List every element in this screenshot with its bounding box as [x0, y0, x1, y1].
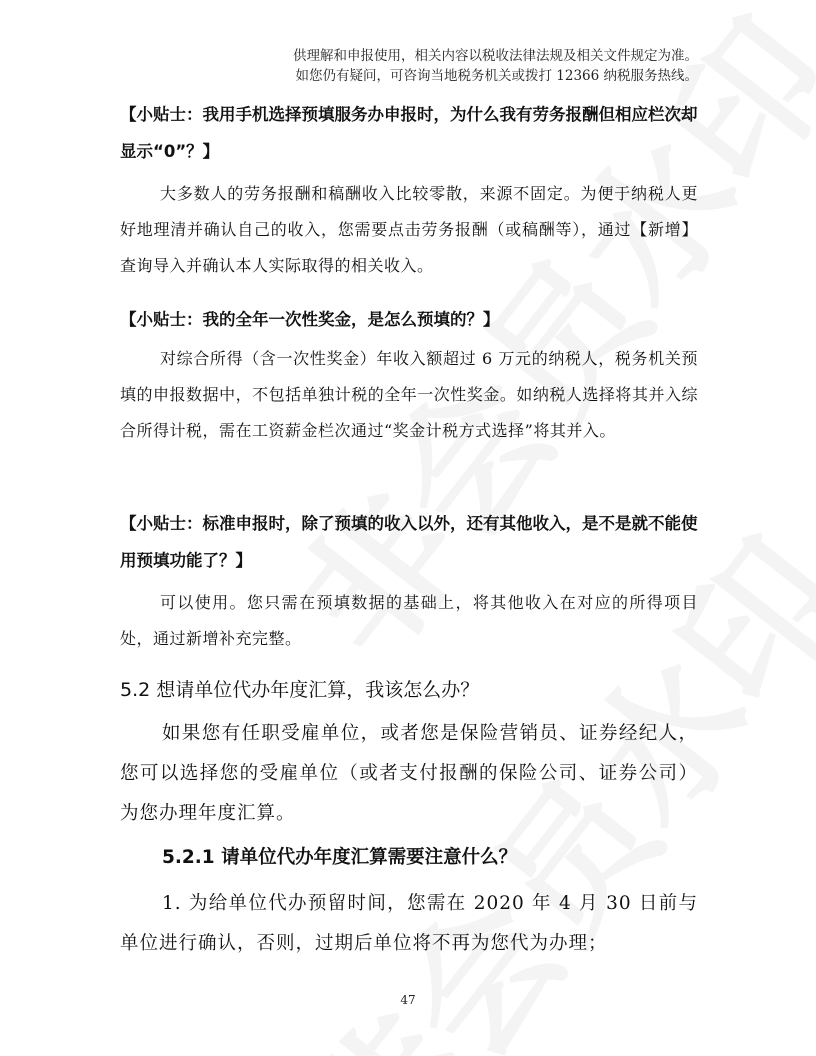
subsection-body: 1. 为给单位代办预留时间，您需在 2020 年 4 月 30 日前与单位进行确认，否则，过期后单位将不再为您代为办理； [120, 893, 698, 954]
section-title: 5.2 想请单位代办年度汇算，我该怎么办？ [120, 679, 480, 701]
section-body: 如果您有任职受雇单位，或者您是保险营销员、证券经纪人，您可以选择您的受雇单位（或者支付报酬的保险公司、证券公司）为您办理年度汇算。 [120, 723, 698, 824]
page-number: 47 [400, 993, 416, 1007]
tip-1-title: 【小贴士：我用手机选择预填服务办申报时，为什么我有劳务报酬但相应栏次却显示“0”？】 [120, 105, 698, 161]
header-line-2: 如您仍有疑问，可咨询当地税务机关或拨打 12366 纳税服务热线。 [295, 68, 698, 84]
subsection-title: 5.2.1 请单位代办年度汇算需要注意什么？ [162, 847, 518, 868]
tip-3-title: 【小贴士：标准申报时，除了预填的收入以外，还有其他收入，是不是就不能使用预填功能了？】 [120, 514, 698, 570]
tip-2-title: 【小贴士：我的全年一次性奖金，是怎么预填的？】 [120, 310, 500, 329]
header-line-1: 供理解和申报使用，相关内容以税收法律法规及相关文件规定为准。 [293, 48, 698, 64]
page-header [293, 46, 698, 86]
tip-2-body: 对综合所得（含一次性奖金）年收入额超过 6 万元的纳税人，税务机关预填的申报数据中，不包括单独计税的全年一次性奖金。如纳税人选择将其并入综合所得计税，需在工资薪金栏次通过“奖金计税方式选择”将其并入。 [120, 349, 698, 440]
tip-3-body: 可以使用。您只需在预填数据的基础上，将其他收入在对应的所得项目处，通过新增补充完整。 [120, 593, 698, 648]
tip-1-body: 大多数人的劳务报酬和稿酬收入比较零散，来源不固定。为便于纳税人更好地理清并确认自己的收入，您需要点击劳务报酬（或稿酬等），通过【新增】查询导入并确认本人实际取得的相关收入。 [120, 184, 698, 275]
